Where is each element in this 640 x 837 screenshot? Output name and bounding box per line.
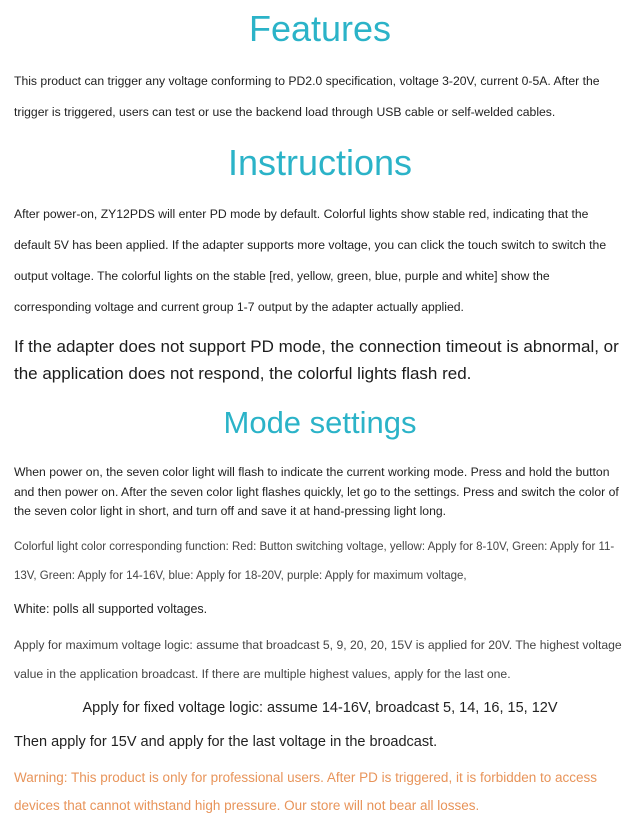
instructions-heading: Instructions bbox=[227, 142, 413, 183]
mode-settings-heading: Mode settings bbox=[223, 405, 417, 440]
white-light-function: White: polls all supported voltages. bbox=[14, 602, 208, 616]
warning-text: Warning: This product is only for professional users. After PD is triggered, it is forbidden to access devices that cannot withstand high pressure. Our store will not bear all losses. bbox=[14, 770, 598, 813]
instructions-note: If the adapter does not support PD mode, the connection timeout is abnormal, or the application does not respond, the colorful lights flash red. bbox=[14, 337, 619, 383]
colorful-light-functions: Colorful light color corresponding function: Red: Button switching voltage, yellow: Apply for 8-10V, Green: Apply for 11-13V, Green: Apply for 14-16V, blue: Apply for 18-20V, purple: Apply for maximum voltage, bbox=[14, 541, 615, 582]
features-heading: Features bbox=[248, 8, 392, 49]
features-text: This product can trigger any voltage conforming to PD2.0 specification, voltage 3-20V, current 0-5A. After the trigger is triggered, users can test or use the backend load through USB cable or self-welded cables. bbox=[14, 74, 600, 119]
mode-settings-text: When power on, the seven color light will flash to indicate the current working mode. Press and hold the button and then power on. After the seven color light flashes quickly, let go to the settings. Press and switch the color of the seven color light in short, and turn off and save it at hand-pressing light long. bbox=[14, 465, 619, 518]
instructions-text: After power-on, ZY12PDS will enter PD mode by default. Colorful lights show stable red, indicating that the default 5V has been applied. If the adapter supports more voltage, you can click the touch switch to switch the output voltage. The colorful lights on the stable [red, yellow, green, blue, purple and white] show the corresponding voltage and current group 1-7 output by the adapter actually applied. bbox=[14, 207, 607, 314]
fixed-voltage-logic: Apply for fixed voltage logic: assume 14-16V, broadcast 5, 14, 16, 15, 12V bbox=[82, 700, 558, 716]
fixed-voltage-followup: Then apply for 15V and apply for the last voltage in the broadcast. bbox=[14, 734, 438, 750]
max-voltage-logic: Apply for maximum voltage logic: assume that broadcast 5, 9, 20, 20, 15V is applied for 20V. The highest voltage value in the application broadcast. If there are multiple highest values, apply for the last one. bbox=[14, 638, 622, 681]
